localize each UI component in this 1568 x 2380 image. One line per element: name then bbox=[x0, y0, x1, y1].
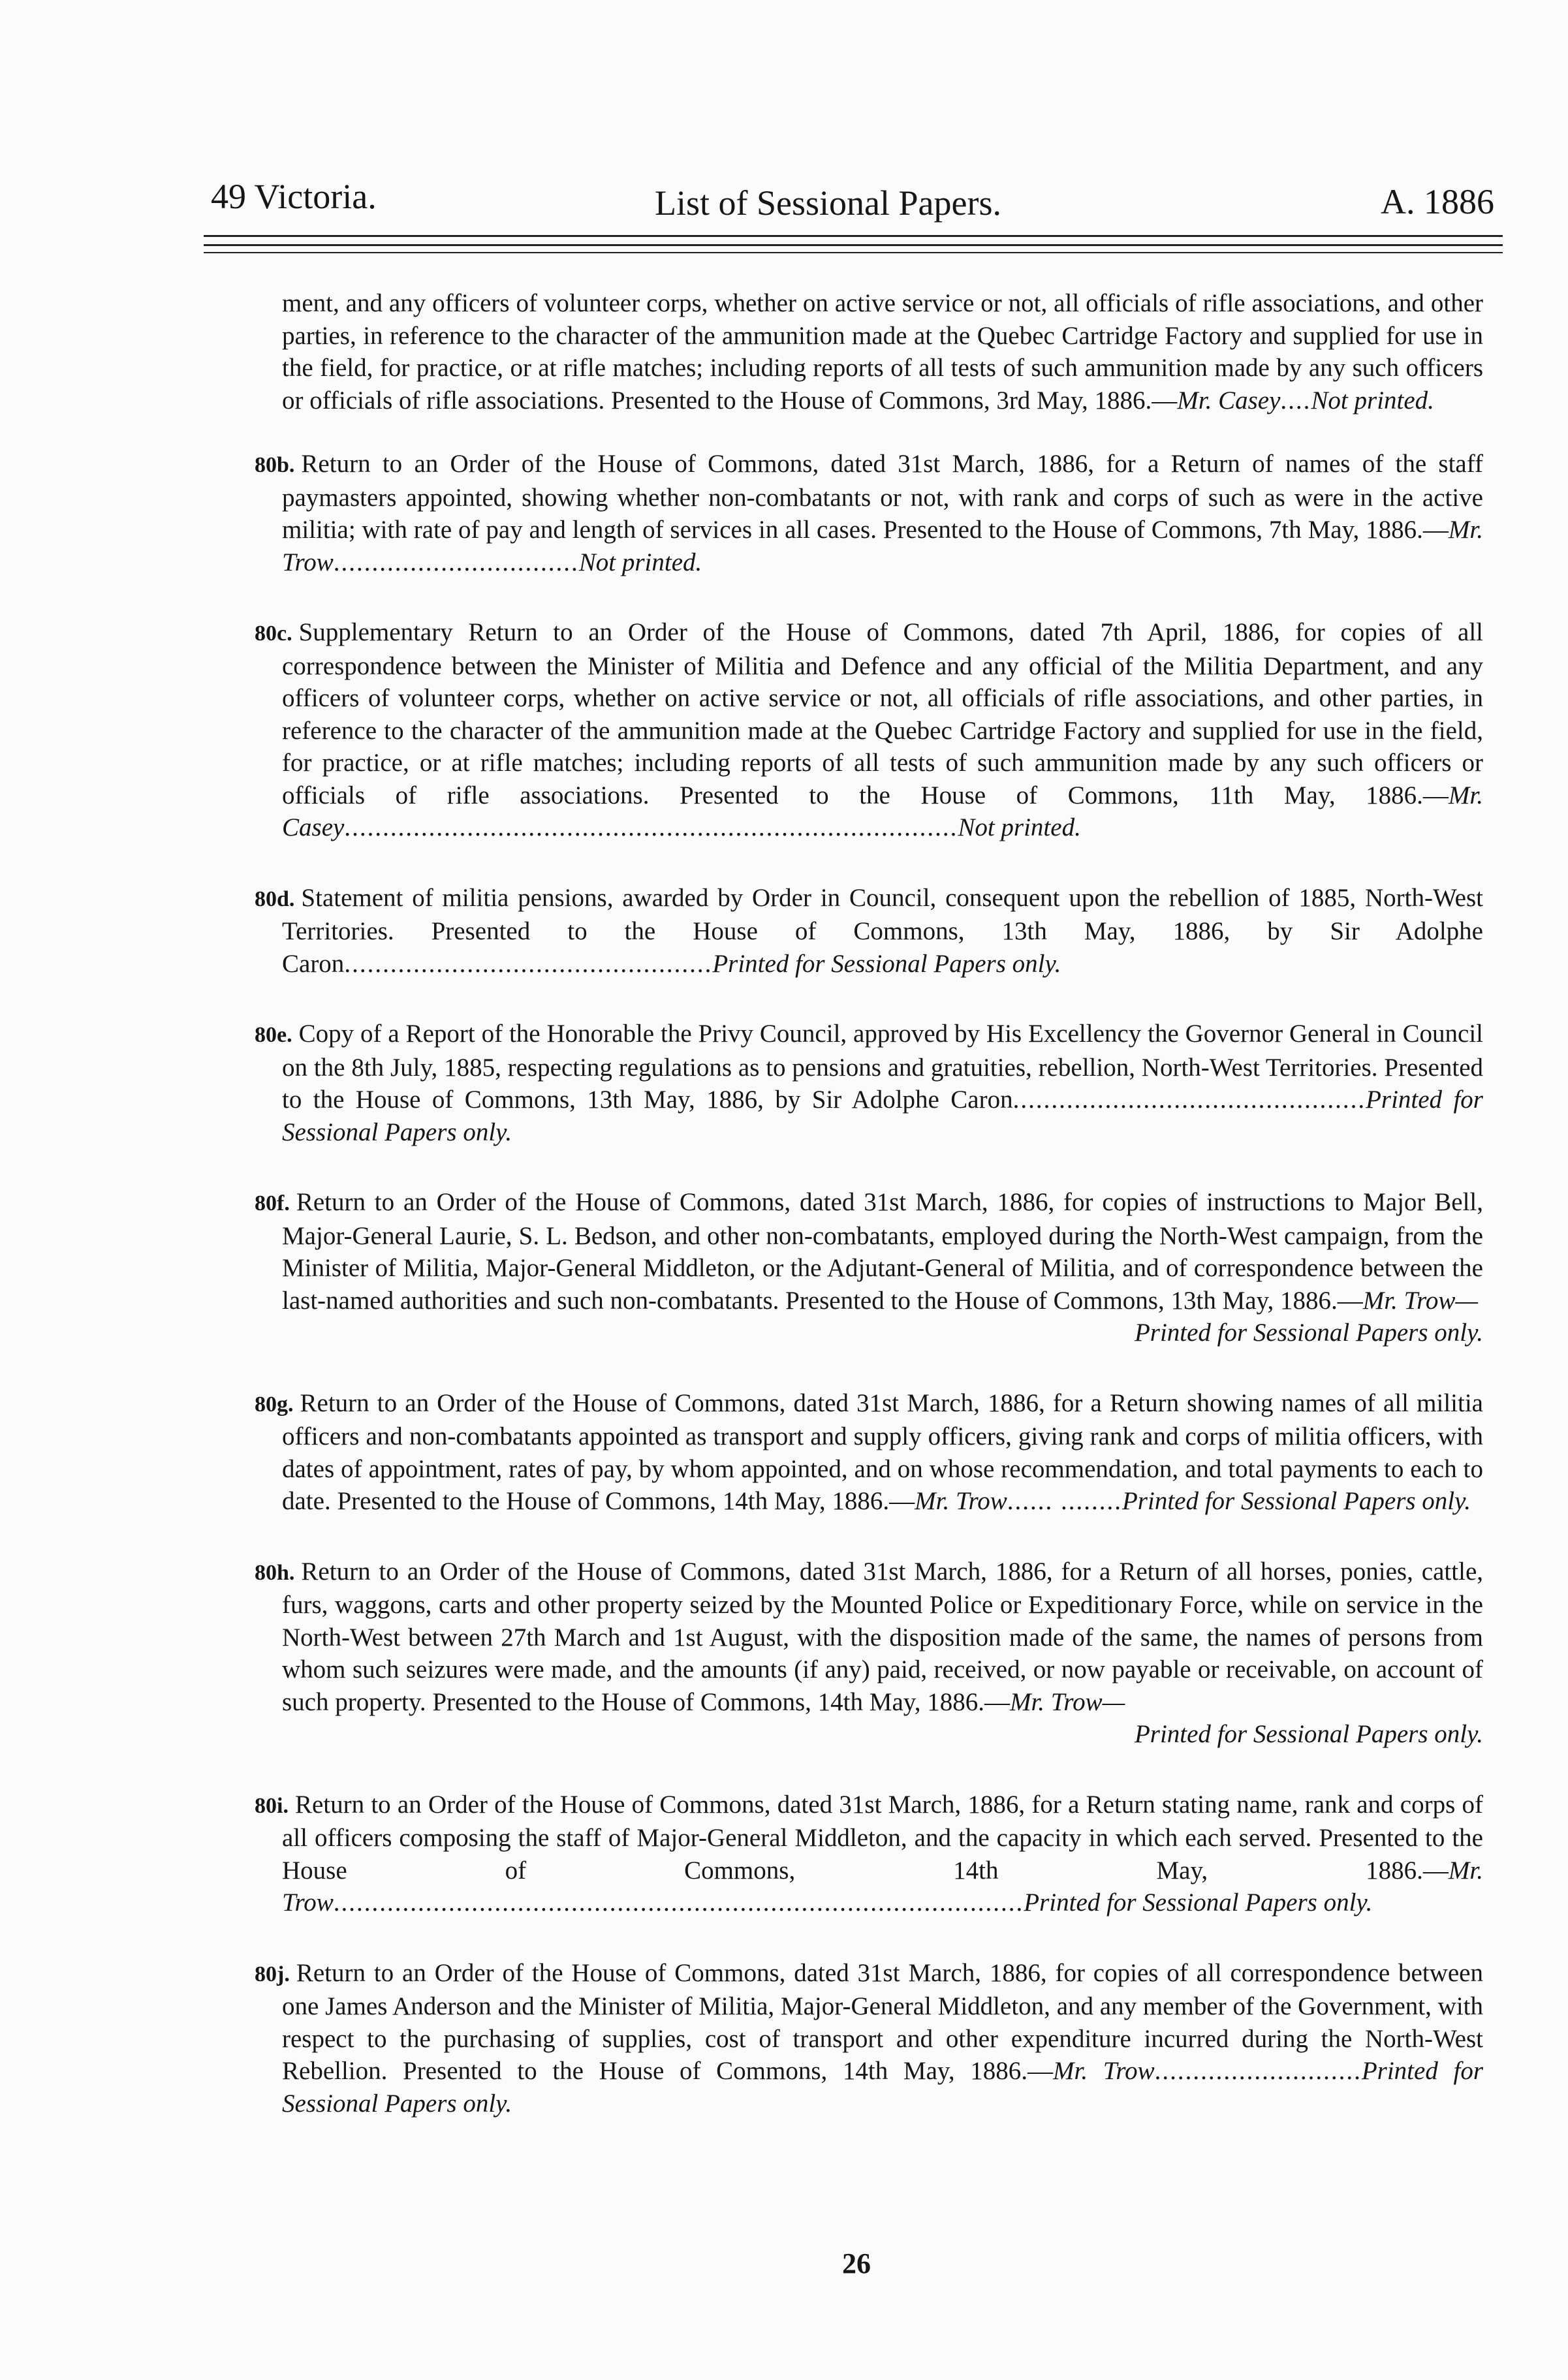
entry-status: Printed for Sessional Papers only. bbox=[1024, 1888, 1373, 1917]
list-item bbox=[255, 1018, 1483, 1148]
entry-text: Copy of a Report of the Honorable the Privy Council, approved by His Excellency the Governor General in Council on the 8th July, 1885, respecting regulations as to pensions and gratuities, rebellion, North-West Territories. Presented to the House of Commons, 13th May, 1886, by Sir Adolphe Caron bbox=[282, 1020, 1483, 1114]
entry-member: Mr. Trow bbox=[282, 1856, 1483, 1917]
running-header bbox=[211, 173, 1494, 223]
list-item bbox=[255, 1556, 1483, 1751]
entry-member: Mr. Casey bbox=[282, 781, 1483, 841]
entries-list bbox=[255, 287, 1484, 2157]
entry-member: Mr. Casey bbox=[1177, 386, 1281, 415]
list-item bbox=[255, 1957, 1484, 2120]
entry-text: ment, and any officers of volunteer corps, whether on active service or not, all officials of rifle associations, and other parties, in reference to the character of the ammunition made at the Quebec Cartridge Factory and supplied for use in the field, for practice, or at rifle matches; including reports of all tests of such ammunition made by any such officers or officials of rifle associations. Presented to the House of Commons, 3rd May, 1886.— bbox=[282, 289, 1483, 415]
rule-line bbox=[204, 252, 1503, 253]
entry-status: Printed for Sessional Papers only. bbox=[1134, 1319, 1483, 1347]
entry-number: 80b. bbox=[255, 453, 295, 477]
rule-line bbox=[204, 244, 1503, 246]
list-item bbox=[255, 1186, 1483, 1349]
header-rule bbox=[204, 235, 1503, 268]
entry-status: Printed for Sessional Papers only. bbox=[1121, 1487, 1471, 1515]
entry-status: Not printed. bbox=[958, 813, 1081, 841]
entry-number: 80h. bbox=[255, 1560, 295, 1585]
page-number: 26 bbox=[842, 2247, 871, 2279]
list-item bbox=[282, 287, 1483, 416]
entry-number: 80j. bbox=[255, 1962, 290, 1986]
entry-number: 80i. bbox=[255, 1793, 289, 1818]
entry-text: Return to an Order of the House of Commons, dated 31st March, 1886, for a Return showing names of all militia officers and non-combatants appointed as transport and supply officers, giving rank and corps of militia officers, with dates of appointment, rates of pay, by whom appointed, and on whose recommendation, and total payments to each to date. Presented to the House of Commons, 14th May, 1886.— bbox=[282, 1388, 1483, 1515]
list-item bbox=[255, 1789, 1483, 1919]
entry-text: Return to an Order of the House of Commons, dated 31st March, 1886, for a Return stating name, rank and corps of all officers composing the staff of Major-General Middleton, and the capacity in which each served. Presented to the House of Commons, 14th May, 1886.— bbox=[282, 1790, 1483, 1885]
entry-leader: .......................................................................................... bbox=[333, 1888, 1024, 1917]
entry-leader: ................................................................................ bbox=[344, 813, 958, 841]
entry-text: Return to an Order of the House of Commons, dated 31st March, 1886, for copies of instructions to Major Bell, Major-General Laurie, S. L. Bedson, and other non-combatants, employed during the North-West campaign, from the Minister of Militia, Major-General Middleton, or the Adjutant-General of Militia, and of correspondence between the last-named authorities and such non-combatants. Presented to the House of Commons, 13th May, 1886.— bbox=[282, 1188, 1483, 1315]
entry-text: Return to an Order of the House of Commons, dated 31st March, 1886, for a Return of names of the staff paymasters appointed, showing whether non-combatants or not, with rank and corps of such as were in the active militia; with rate of pay and length of services in all cases. Presented to the House of Commons, 7th May, 1886.— bbox=[282, 450, 1483, 544]
entry-status: Printed for Sessional Papers only. bbox=[1134, 1720, 1483, 1748]
header-title: List of Sessional Papers. bbox=[655, 183, 1001, 223]
entry-member: Mr. Trow— bbox=[1362, 1286, 1479, 1315]
entry-member: Mr. Trow— bbox=[1009, 1687, 1125, 1716]
entry-member: Mr. Trow bbox=[282, 516, 1483, 576]
header-regnal-year: 49 Victoria. bbox=[211, 177, 377, 216]
entry-number: 80e. bbox=[255, 1023, 292, 1047]
list-item bbox=[255, 1387, 1483, 1518]
entry-status: Printed for Sessional Papers only. bbox=[282, 2057, 1484, 2118]
entry-leader: ................................ bbox=[333, 548, 579, 576]
entry-status: Printed for Sessional Papers only. bbox=[712, 949, 1061, 978]
entry-leader: ........................... bbox=[1154, 2057, 1362, 2085]
entry-text: Statement of militia pensions, awarded by Order in Council, consequent upon the rebellion of 1885, North-West Territories. Presented to the House of Commons, 13th May, 1886, by Sir Adolphe Caron bbox=[282, 883, 1483, 978]
entry-status: Not printed. bbox=[578, 548, 702, 576]
entry-leader: .............................................. bbox=[1012, 1086, 1366, 1114]
entry-member: Mr. Trow bbox=[1053, 2057, 1155, 2085]
entry-number: 80f. bbox=[255, 1191, 290, 1215]
rule-line bbox=[204, 235, 1503, 237]
entry-text: Supplementary Return to an Order of the House of Commons, dated 7th April, 1886, for copies of all correspondence between the Minister of Militia and Defence and any official of the Militia Department, and any officers of volunteer corps, whether on active service or not, all officials of rifle associations, and other parties, in reference to the character of the ammunition made at the Quebec Cartridge Factory and supplied for use in the field, for practice, or at rifle matches; including reports of all tests of such ammunition made by any such officers or officials of rifle associations. Presented to the House of Commons, 11th May, 1886.— bbox=[282, 618, 1483, 809]
entry-number: 80c. bbox=[255, 621, 292, 646]
entry-number: 80d. bbox=[255, 886, 295, 911]
list-item bbox=[255, 882, 1483, 980]
entry-text: Return to an Order of the House of Commons, dated 31st March, 1886, for a Return of all horses, ponies, cattle, furs, waggons, carts and other property seized by the Mounted Police or Expeditionary Force, while on service in the North-West between 27th March and 1st August, with the disposition made of the same, the names of persons from whom such seizures were made, and the amounts (if any) paid, received, or now payable or receivable, on account of such property. Presented to the House of Commons, 14th May, 1886.— bbox=[282, 1557, 1483, 1716]
header-year: A. 1886 bbox=[1381, 182, 1494, 221]
entry-status: Not printed. bbox=[1311, 386, 1434, 415]
entry-member: Mr. Trow bbox=[915, 1487, 1007, 1515]
list-item bbox=[255, 616, 1483, 844]
entry-number: 80g. bbox=[255, 1392, 294, 1417]
list-item bbox=[255, 448, 1483, 578]
entry-leader: ................................................ bbox=[344, 949, 713, 978]
entry-text: Return to an Order of the House of Commons, dated 31st March, 1886, for copies of all correspondence between one James Anderson and the Minister of Militia, Major-General Middleton, and any member of the Government, with respect to the purchasing of supplies, cost of transport and other expenditure incurred during the North-West Rebellion. Presented to the House of Commons, 14th May, 1886.— bbox=[282, 1958, 1483, 2085]
entry-status: Printed for Sessional Papers only. bbox=[282, 1086, 1483, 1146]
entry-leader: ...... ........ bbox=[1007, 1487, 1122, 1515]
entry-leader: .... bbox=[1280, 386, 1311, 415]
